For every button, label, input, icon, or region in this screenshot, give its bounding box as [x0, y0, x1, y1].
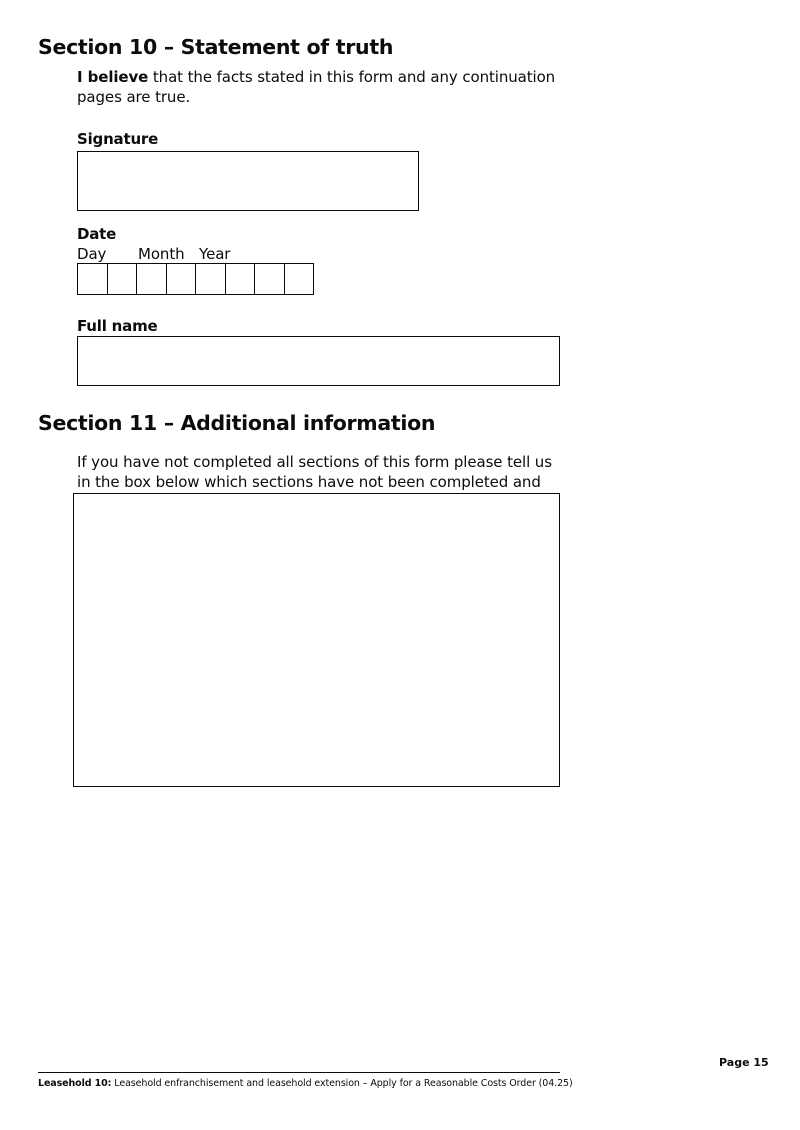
statement-of-truth-text — [77, 67, 557, 107]
footer-divider — [38, 1072, 560, 1073]
full-name-label: Full name — [77, 317, 158, 335]
year-digit-3-field[interactable] — [254, 263, 285, 295]
page-number: Page 15 — [719, 1056, 769, 1069]
month-label: Month — [138, 245, 185, 263]
footer-form-title — [38, 1078, 573, 1089]
signature-label: Signature — [77, 130, 159, 148]
month-digit-1-field[interactable] — [136, 263, 167, 295]
additional-information-field[interactable] — [73, 493, 560, 787]
day-label: Day — [77, 245, 107, 263]
additional-info-instructions: If you have not completed all sections of this form please tell us in the box below which sections have not been completed and — [77, 453, 552, 491]
year-digit-2-field[interactable] — [225, 263, 256, 295]
date-input-group — [77, 263, 313, 295]
statement-rest: that the facts stated in this form and any continuation pages are true. — [77, 68, 556, 106]
statement-bold: I believe — [77, 68, 149, 86]
section-10-heading: Section 10 – Statement of truth — [38, 35, 394, 59]
full-name-field[interactable] — [77, 336, 560, 386]
date-label: Date — [77, 225, 117, 243]
year-digit-4-field[interactable] — [284, 263, 315, 295]
footer-form-code: Leasehold 10: — [38, 1078, 112, 1089]
footer-form-description: Leasehold enfranchisement and leasehold extension – Apply for a Reasonable Costs Order (04.25) — [111, 1078, 573, 1089]
section-11-heading: Section 11 – Additional information — [38, 411, 436, 435]
year-label: Year — [199, 245, 231, 263]
year-digit-1-field[interactable] — [195, 263, 226, 295]
day-digit-1-field[interactable] — [77, 263, 108, 295]
month-digit-2-field[interactable] — [166, 263, 197, 295]
day-digit-2-field[interactable] — [107, 263, 138, 295]
signature-field[interactable] — [77, 151, 419, 211]
